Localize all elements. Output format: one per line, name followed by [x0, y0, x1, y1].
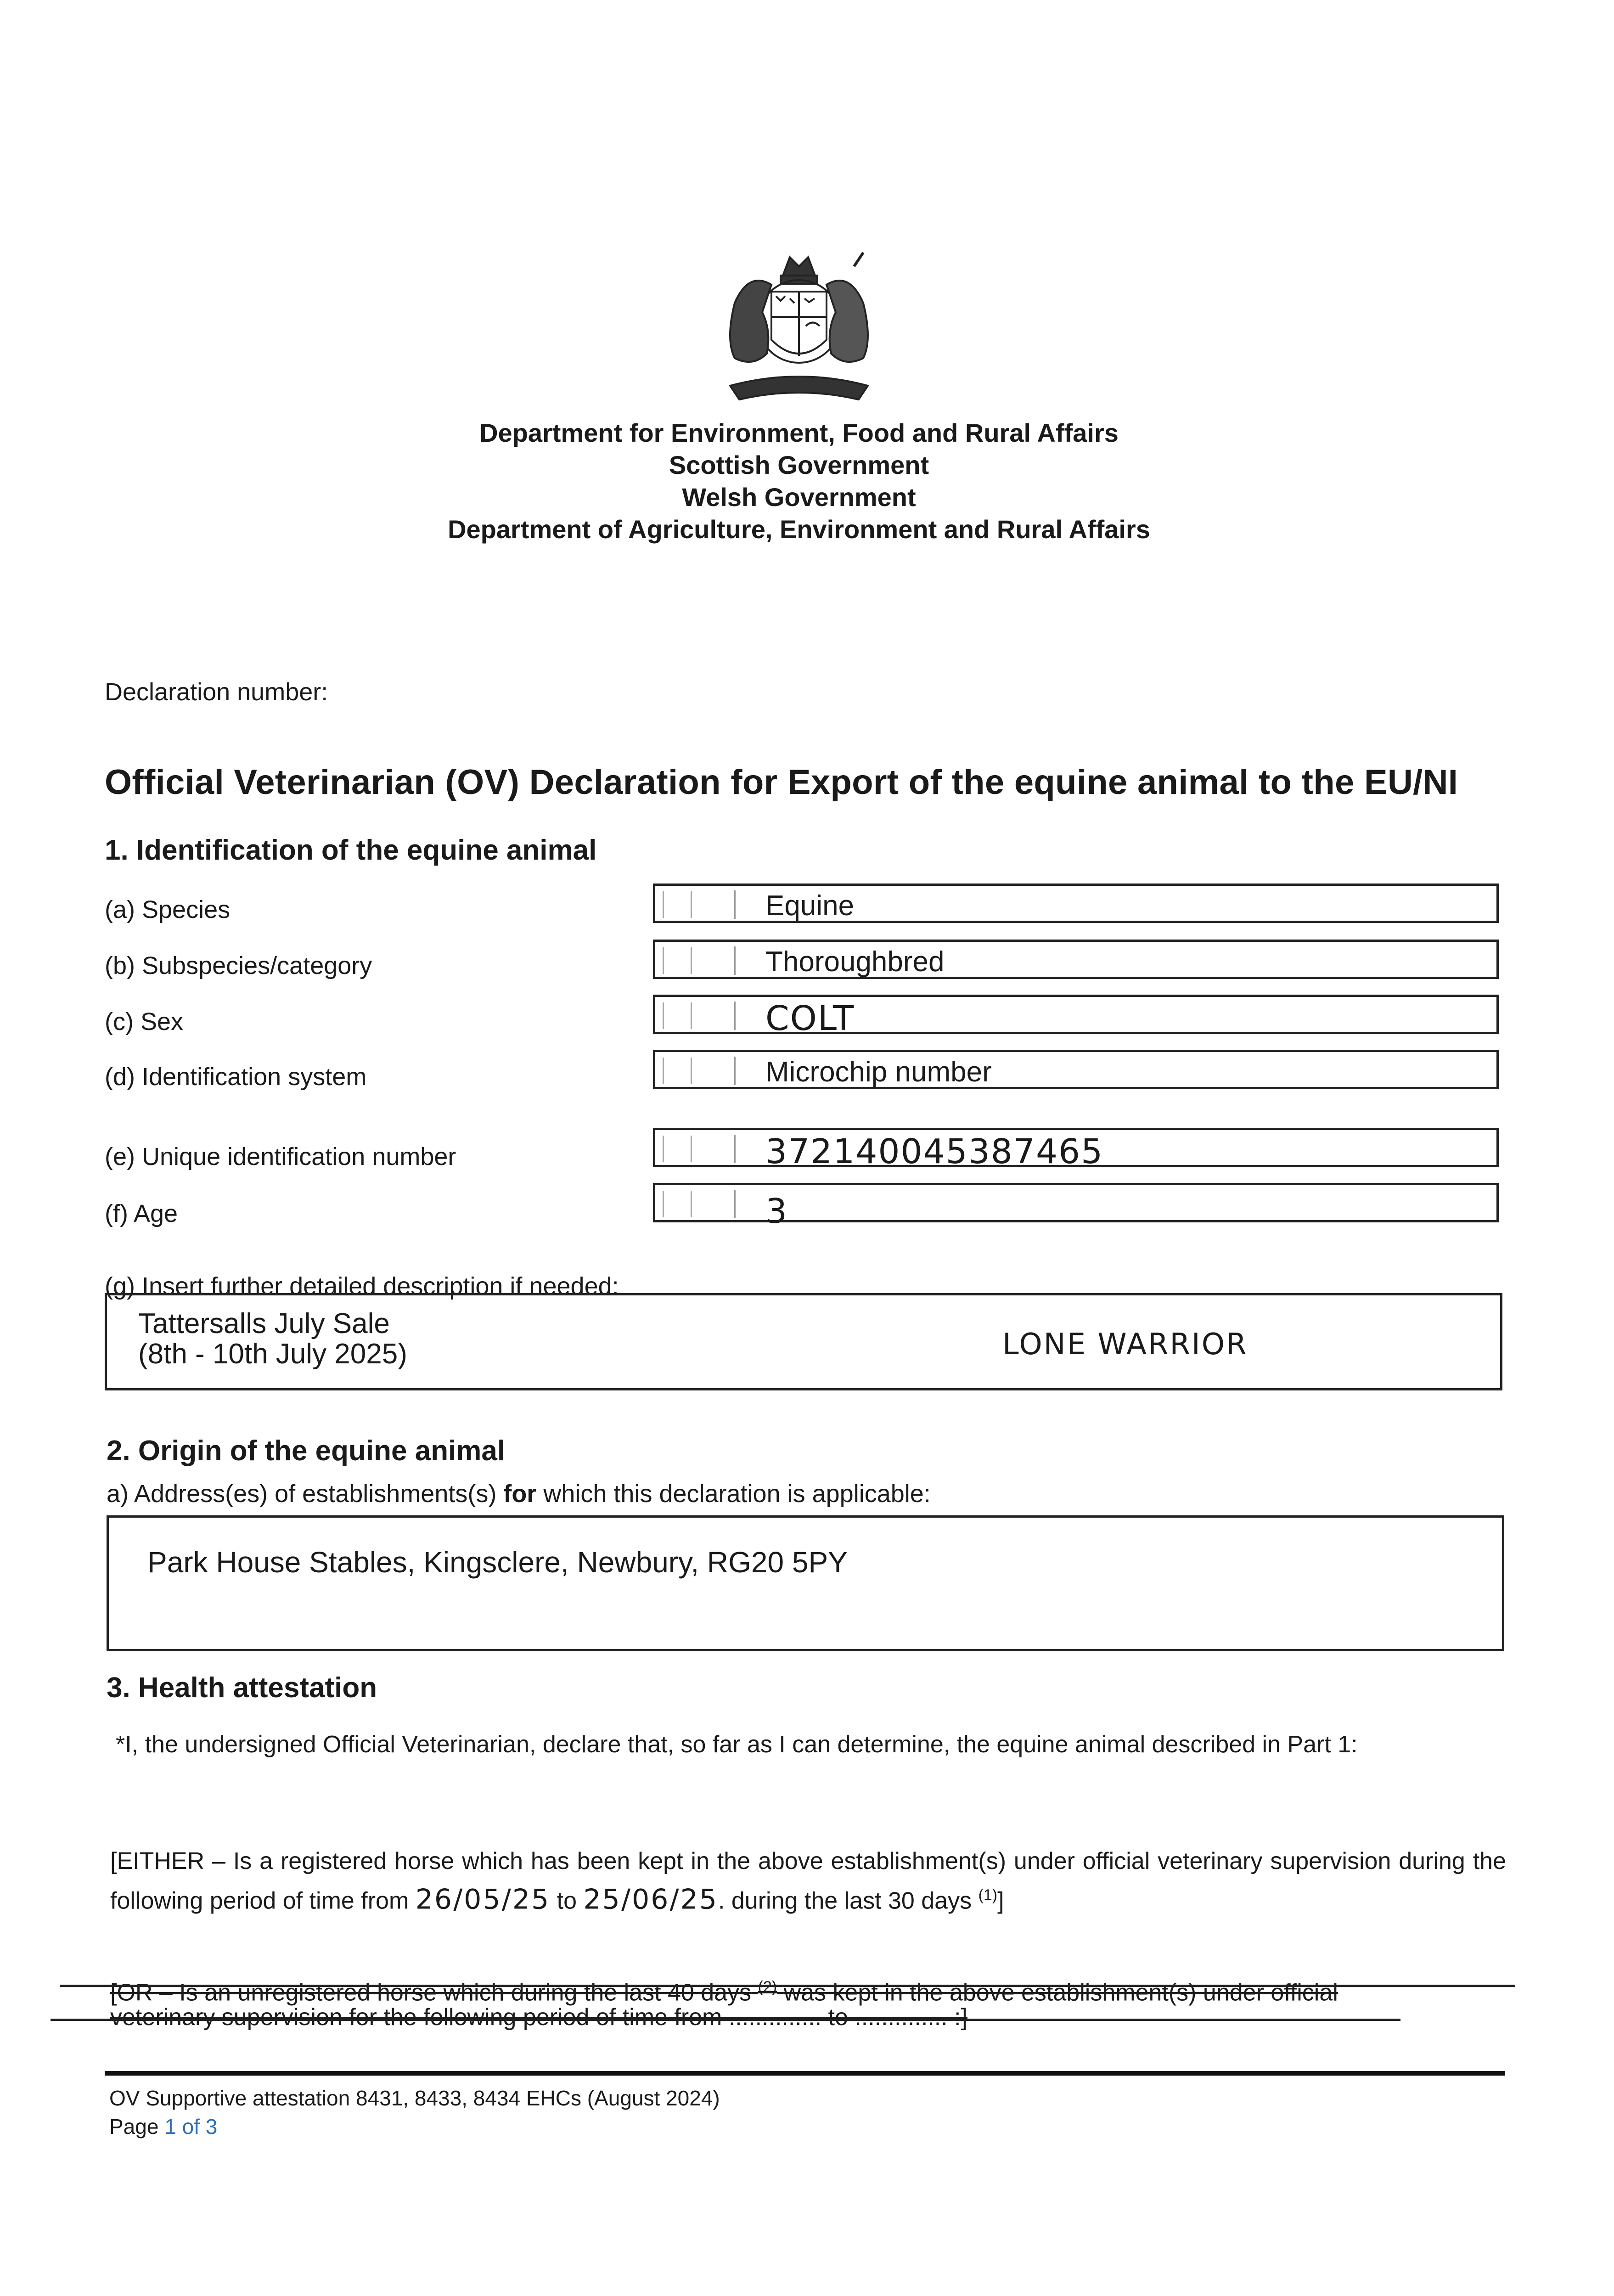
footer-page-number — [109, 2114, 217, 2139]
address-sublabel-bold: for — [503, 1480, 537, 1508]
footer-page-word: Page — [109, 2115, 159, 2138]
header-dept-2: Scottish Government — [669, 450, 929, 479]
description-line-1: Tattersalls July Sale — [138, 1308, 390, 1339]
sex-value: COLT — [765, 999, 855, 1038]
header-dept-3: Welsh Government — [682, 483, 916, 512]
field-divider — [734, 1135, 736, 1163]
field-tick-mark — [663, 891, 692, 918]
field-divider — [734, 890, 736, 919]
subspecies-label: (b) Subspecies/category — [105, 952, 372, 979]
field-divider — [734, 1190, 736, 1218]
royal-coat-of-arms-logo — [703, 248, 895, 404]
either-text: [EITHER – Is a registered horse which has been kept in the above establishment(s) under official veterinary supervision during the following period of time from — [110, 1848, 1506, 1914]
species-label: (a) Species — [105, 896, 231, 923]
sex-label: (c) Sex — [105, 1008, 184, 1035]
footer-divider — [105, 2071, 1505, 2076]
field-divider — [734, 1002, 736, 1030]
unique-id-label: (e) Unique identification number — [105, 1143, 456, 1171]
field-tick-mark — [663, 947, 692, 974]
id-system-value: Microchip number — [765, 1056, 992, 1088]
age-label: (f) Age — [105, 1200, 178, 1227]
footer-attestation: OV Supportive attestation 8431, 8433, 8434 EHCs (August 2024) — [109, 2086, 720, 2110]
address-sublabel-post: which this declaration is applicable: — [543, 1480, 931, 1508]
address-box[interactable] — [107, 1515, 1504, 1651]
page-title: Official Veterinarian (OV) Declaration for Export of the equine animal to the EU/NI — [105, 763, 1458, 802]
horse-name-handwritten: LONE WARRIOR — [1002, 1328, 1248, 1362]
or-text-1: [OR – Is an unregistered horse which during the last 40 days — [110, 1979, 752, 2006]
footer-of-word: of — [182, 2115, 200, 2138]
either-from-date[interactable]: 26/05/25 — [415, 1883, 551, 1916]
field-tick-mark — [663, 1191, 692, 1217]
either-post: . during the last 30 days — [718, 1887, 972, 1914]
field-divider — [734, 1057, 736, 1085]
either-to-date[interactable]: 25/06/25 — [583, 1883, 718, 1916]
declaration-number-label: Declaration number: — [105, 678, 328, 706]
section3-heading: 3. Health attestation — [107, 1672, 377, 1704]
address-sublabel-pre: a) Address(es) of establishments(s) — [107, 1480, 497, 1508]
header-dept-1: Department for Environment, Food and Rural Affairs — [479, 418, 1119, 447]
subspecies-field[interactable] — [653, 940, 1499, 979]
section1-heading: 1. Identification of the equine animal — [105, 834, 597, 866]
field-tick-mark — [663, 1058, 692, 1084]
subspecies-value: Thoroughbred — [765, 946, 945, 978]
either-footnote: (1) — [978, 1886, 998, 1904]
address-sublabel — [107, 1480, 931, 1508]
section2-heading: 2. Origin of the equine animal — [107, 1435, 506, 1467]
strike-through-line-2 — [51, 2019, 1400, 2021]
strike-through-line-1 — [60, 1985, 1515, 1987]
id-system-field[interactable] — [653, 1050, 1499, 1089]
age-value: 3 — [765, 1192, 788, 1231]
either-close: ] — [997, 1887, 1004, 1914]
or-clause-line-2: veterinary supervision for the following period of time from .............. to .............. :] — [110, 2004, 967, 2031]
address-value: Park House Stables, Kingsclere, Newbury, RG20 5PY — [147, 1546, 848, 1579]
description-box[interactable] — [105, 1293, 1502, 1390]
field-tick-mark — [663, 1002, 692, 1029]
header-dept-4: Department of Agriculture, Environment and Rural Affairs — [448, 515, 1150, 544]
age-field[interactable] — [653, 1183, 1499, 1231]
either-to-word: to — [557, 1887, 577, 1914]
description-label: (g) Insert further detailed description if needed: — [105, 1272, 619, 1300]
species-value: Equine — [765, 890, 855, 922]
or-text-1b: was kept in the above establishment(s) under official — [783, 1979, 1338, 2006]
species-field[interactable] — [653, 884, 1499, 923]
field-tick-mark — [663, 1136, 692, 1162]
health-intro: *I, the undersigned Official Veterinarian, declare that, so far as I can determine, the equine animal described in Part 1: — [116, 1731, 1358, 1758]
unique-id-field[interactable] — [653, 1128, 1499, 1171]
description-line-2: (8th - 10th July 2025) — [138, 1338, 407, 1370]
unique-id-value: 372140045387465 — [765, 1132, 1104, 1171]
or-footnote: (2) — [758, 1978, 777, 1996]
id-system-label: (d) Identification system — [105, 1063, 367, 1091]
field-divider — [734, 946, 736, 975]
footer-page-total: 3 — [205, 2115, 218, 2138]
sex-field[interactable] — [653, 995, 1499, 1038]
either-clause — [110, 1844, 1506, 1918]
footer-page-current: 1 — [164, 2115, 176, 2138]
